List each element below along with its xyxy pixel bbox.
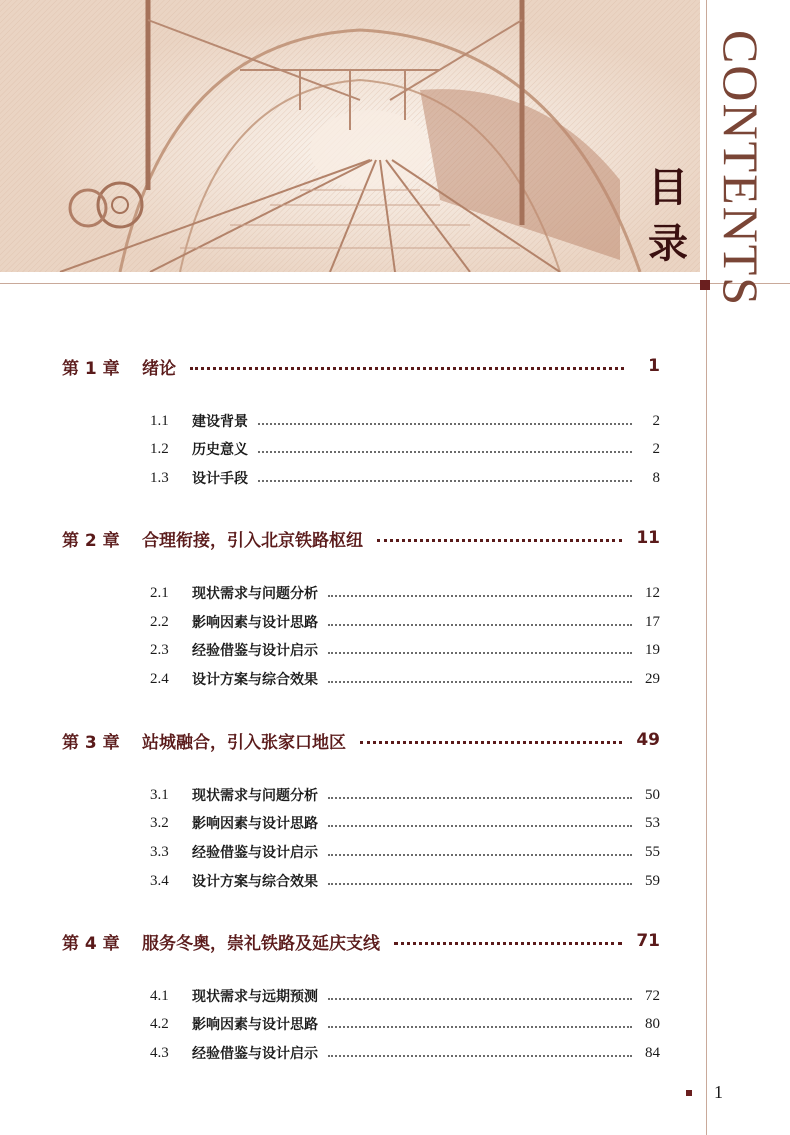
section-2-4-entry[interactable] xyxy=(150,667,660,691)
section-number: 1.2 xyxy=(150,440,169,457)
section-number: 2.3 xyxy=(150,641,169,658)
rule-marker-square xyxy=(700,280,710,290)
leader-dots xyxy=(377,539,622,542)
chapter-number: 第 1 章 xyxy=(62,358,120,379)
header-illustration xyxy=(0,0,700,272)
leader-dots xyxy=(328,1026,632,1028)
section-page: 2 xyxy=(652,440,660,457)
section-page: 72 xyxy=(645,987,660,1004)
chapter-1-entry[interactable] xyxy=(62,351,660,381)
section-2-3-entry[interactable] xyxy=(150,638,660,662)
section-title: 影响因素与设计思路 xyxy=(192,615,318,631)
chapter-4-entry[interactable] xyxy=(62,926,660,956)
section-page: 59 xyxy=(645,872,660,889)
page-number: 1 xyxy=(714,1082,723,1102)
chapter-title: 绪论 xyxy=(142,358,176,379)
section-page: 17 xyxy=(645,613,660,630)
chapter-title: 服务冬奥，崇礼铁路及延庆支线 xyxy=(142,933,380,954)
section-page: 50 xyxy=(645,786,660,803)
section-number: 2.4 xyxy=(150,670,169,687)
section-number: 3.3 xyxy=(150,843,169,860)
section-1-1-entry[interactable] xyxy=(150,409,660,433)
section-number: 3.2 xyxy=(150,814,169,831)
section-title: 现状需求与问题分析 xyxy=(192,586,318,602)
chapter-page: 11 xyxy=(636,528,660,548)
section-2-2-entry[interactable] xyxy=(150,610,660,634)
leader-dots xyxy=(258,423,632,425)
vertical-rule xyxy=(706,0,707,1135)
leader-dots xyxy=(328,652,632,654)
chapter-title: 站城融合，引入张家口地区 xyxy=(142,732,346,753)
leader-dots xyxy=(328,825,632,827)
leader-dots xyxy=(258,480,632,482)
leader-dots xyxy=(328,854,632,856)
chapter-3-entry[interactable] xyxy=(62,725,660,755)
section-title: 影响因素与设计思路 xyxy=(192,1017,318,1033)
leader-dots xyxy=(394,942,622,945)
section-4-1-entry[interactable] xyxy=(150,984,660,1008)
section-title: 设计方案与综合效果 xyxy=(192,874,318,890)
chapter-page: 49 xyxy=(636,730,660,750)
leader-dots xyxy=(190,367,624,370)
section-number: 1.1 xyxy=(150,412,169,429)
section-title: 现状需求与问题分析 xyxy=(192,788,318,804)
section-title: 设计方案与综合效果 xyxy=(192,672,318,688)
section-3-3-entry[interactable] xyxy=(150,840,660,864)
leader-dots xyxy=(328,624,632,626)
leader-dots xyxy=(328,797,632,799)
section-title: 经验借鉴与设计启示 xyxy=(192,643,318,659)
leader-dots xyxy=(328,998,632,1000)
contents-title-cn-char-2: 录 xyxy=(648,221,688,267)
section-number: 2.2 xyxy=(150,613,169,630)
section-3-2-entry[interactable] xyxy=(150,811,660,835)
leader-dots xyxy=(328,1055,632,1057)
chapter-number: 第 3 章 xyxy=(62,732,120,753)
leader-dots xyxy=(258,451,632,453)
section-4-3-entry[interactable] xyxy=(150,1041,660,1065)
chapter-number: 第 4 章 xyxy=(62,933,120,954)
section-1-3-entry[interactable] xyxy=(150,466,660,490)
section-page: 84 xyxy=(645,1044,660,1061)
chapter-page: 1 xyxy=(648,356,660,376)
section-title: 经验借鉴与设计启示 xyxy=(192,1046,318,1062)
section-title: 现状需求与远期预测 xyxy=(192,989,318,1005)
section-number: 3.4 xyxy=(150,872,169,889)
section-page: 80 xyxy=(645,1015,660,1032)
railway-tunnel-illustration xyxy=(0,0,700,272)
chapter-number: 第 2 章 xyxy=(62,530,120,551)
chapter-page: 71 xyxy=(636,931,660,951)
section-number: 4.1 xyxy=(150,987,169,1004)
section-number: 4.3 xyxy=(150,1044,169,1061)
leader-dots xyxy=(328,883,632,885)
section-title: 影响因素与设计思路 xyxy=(192,816,318,832)
page-footer xyxy=(686,1082,723,1103)
section-page: 12 xyxy=(645,584,660,601)
section-page: 55 xyxy=(645,843,660,860)
footer-square-marker xyxy=(686,1090,692,1096)
section-title: 历史意义 xyxy=(192,442,248,458)
section-title: 设计手段 xyxy=(192,471,248,487)
section-3-4-entry[interactable] xyxy=(150,869,660,893)
section-title: 建设背景 xyxy=(192,414,248,430)
section-page: 8 xyxy=(652,469,660,486)
section-1-2-entry[interactable] xyxy=(150,437,660,461)
section-title: 经验借鉴与设计启示 xyxy=(192,845,318,861)
chapter-title: 合理衔接，引入北京铁路枢纽 xyxy=(142,530,363,551)
section-number: 4.2 xyxy=(150,1015,169,1032)
section-page: 53 xyxy=(645,814,660,831)
section-2-1-entry[interactable] xyxy=(150,581,660,605)
contents-title-en: CONTENTS xyxy=(713,30,769,308)
leader-dots xyxy=(328,681,632,683)
leader-dots xyxy=(360,741,622,744)
leader-dots xyxy=(328,595,632,597)
section-number: 3.1 xyxy=(150,786,169,803)
section-number: 1.3 xyxy=(150,469,169,486)
section-3-1-entry[interactable] xyxy=(150,783,660,807)
chapter-2-entry[interactable] xyxy=(62,523,660,553)
horizontal-rule xyxy=(0,283,790,284)
section-page: 2 xyxy=(652,412,660,429)
section-page: 19 xyxy=(645,641,660,658)
contents-title-cn-char-1: 目 xyxy=(648,165,688,211)
contents-title-cn xyxy=(640,160,696,272)
section-number: 2.1 xyxy=(150,584,169,601)
section-page: 29 xyxy=(645,670,660,687)
section-4-2-entry[interactable] xyxy=(150,1012,660,1036)
